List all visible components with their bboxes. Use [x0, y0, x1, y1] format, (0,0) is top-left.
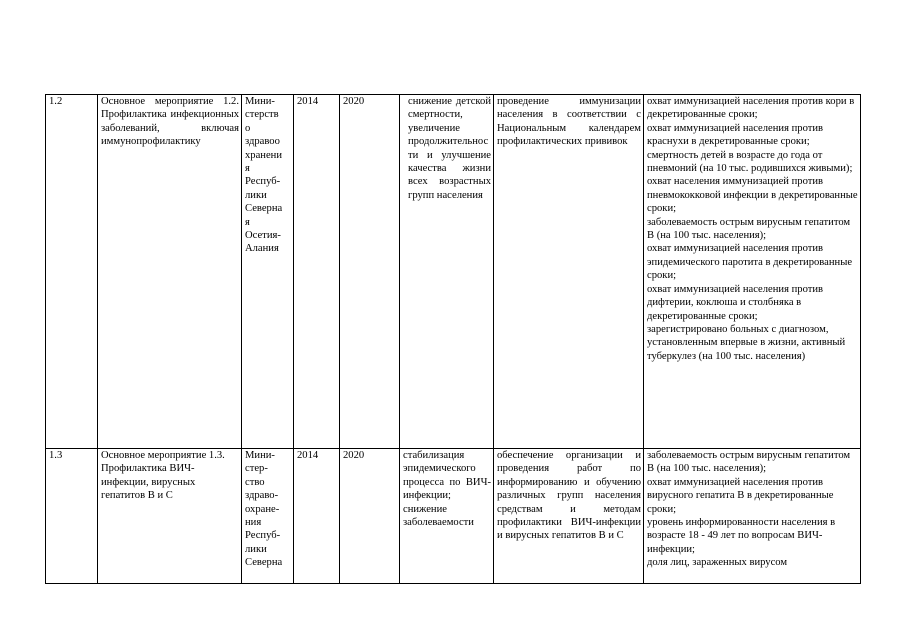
measure-name: Основное мероприятие 1.2. Профилактика инфекционных заболеваний, включая иммунопрофилактику	[98, 95, 242, 449]
row-number: 1.2	[46, 95, 98, 449]
table-row	[46, 449, 861, 584]
expected-result: стабилизация эпидемического процесса по ВИЧ-инфекции; снижение заболеваемости	[400, 449, 494, 584]
program-measures-table	[45, 94, 861, 584]
document-page	[45, 94, 861, 584]
expected-result: снижение детской смертности, увеличение продолжительности и улучшение качества жизни всех возрастных групп населения	[400, 95, 494, 449]
measure-name: Основное мероприятие 1.3. Профилактика ВИЧ-инфекции, вирусных гепатитов В и С	[98, 449, 242, 584]
indicators: охват иммунизацией населения против кори в декретированные сроки; охват иммунизацией населения против краснухи в декретированные сроки; смертность детей в возрасте до года от пневмоний (на 10 тыс. родившихся живыми); охват населения иммунизацией против пневмококковой инфекции в декретированные сроки; заболеваемость острым вирусным гепатитом В (на 100 тыс. населения); охват иммунизацией населения против эпидемического паротита в декретированные сроки; охват иммунизацией населения против дифтерии, коклюша и столбняка в декретированные сроки; зарегистрировано больных с диагнозом, установленным впервые в жизни, активный туберкулез (на 100 тыс. населения)	[644, 95, 861, 449]
table-row	[46, 95, 861, 449]
executor: Мини- стерств о здравоо хранени я Респуб- лики Северна я Осетия- Алания	[242, 95, 294, 449]
start-year: 2014	[294, 449, 340, 584]
measure-content: обеспечение организации и проведения работ по информированию и обучению различных групп населения средствам и методам профилактики ВИЧ-инфекции и вирусных гепатитов В и С	[494, 449, 644, 584]
indicators: заболеваемость острым вирусным гепатитом В (на 100 тыс. населения); охват иммунизацией населения против вирусного гепатита В в декретированные сроки; уровень информированности населения в возрасте 18 - 49 лет по вопросам ВИЧ-инфекции; доля лиц, зараженных вирусом	[644, 449, 861, 584]
end-year: 2020	[340, 449, 400, 584]
start-year: 2014	[294, 95, 340, 449]
row-number: 1.3	[46, 449, 98, 584]
end-year: 2020	[340, 95, 400, 449]
executor: Мини- стер- ство здраво- охране- ния Респуб- лики Северна	[242, 449, 294, 584]
measure-content: проведение иммунизации населения в соответствии с Национальным календарем профилактических прививок	[494, 95, 644, 449]
